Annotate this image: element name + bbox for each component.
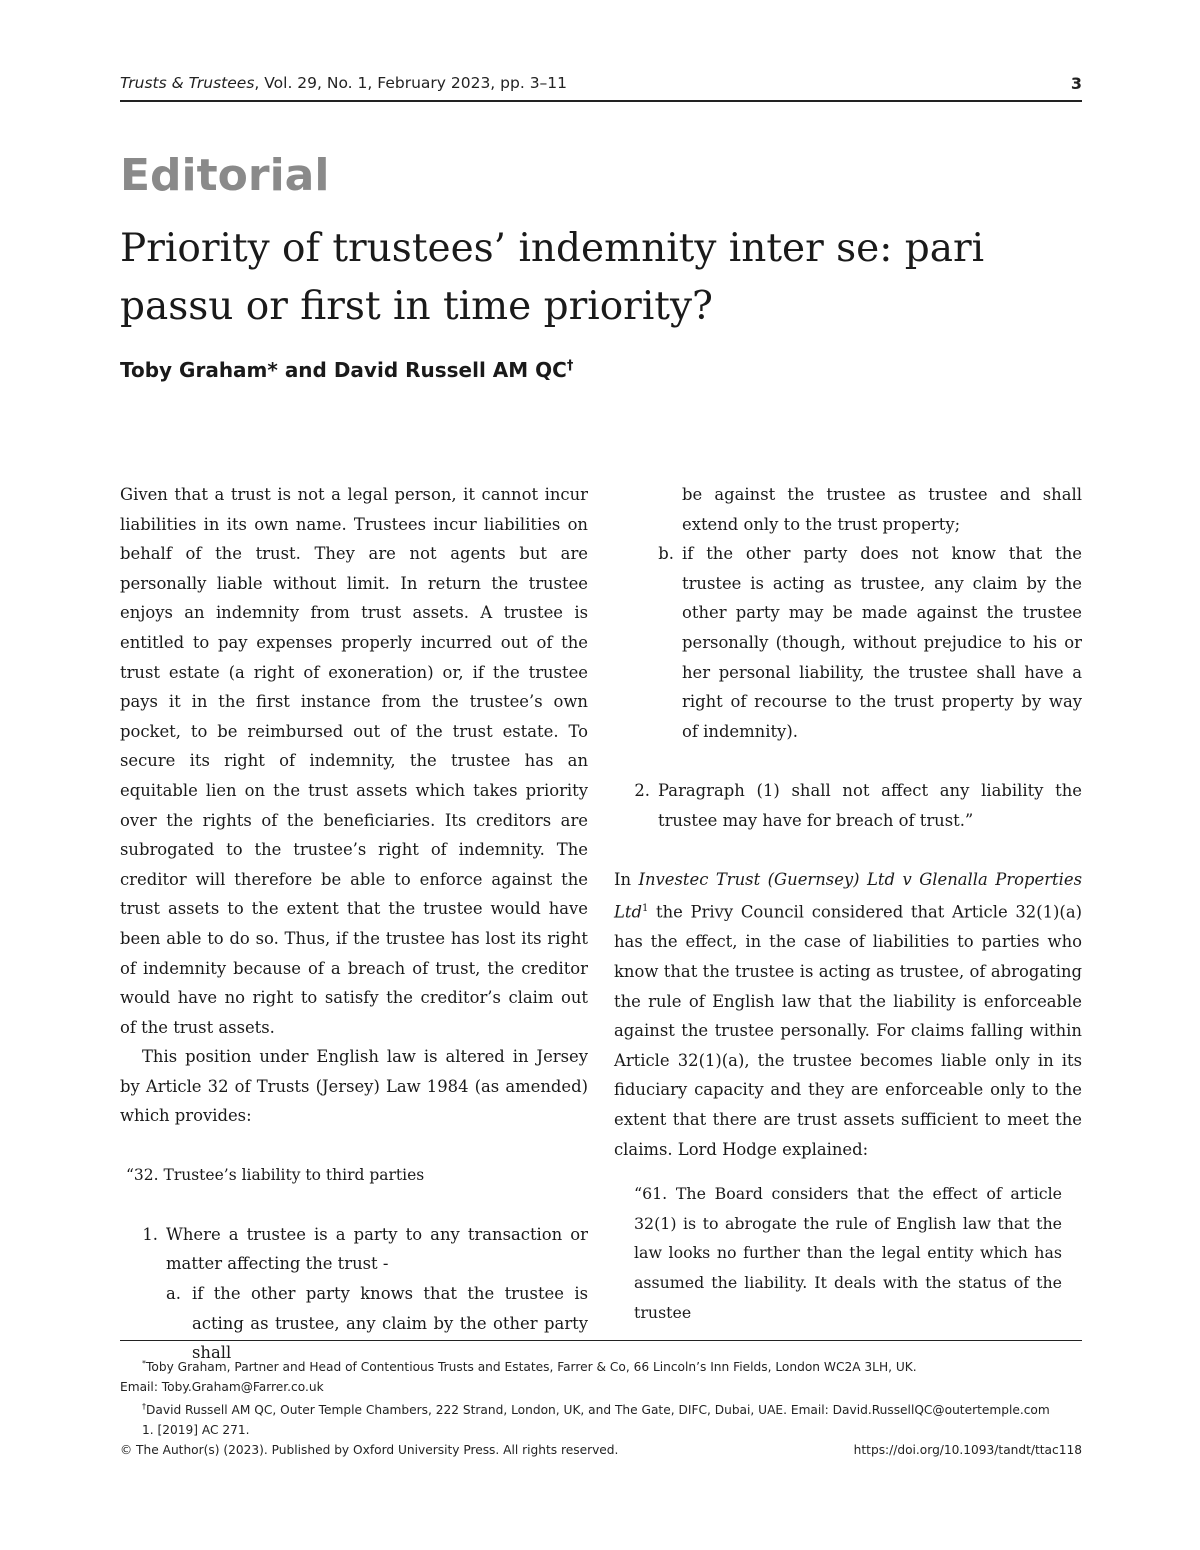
- footnote-author-2: [120, 1397, 1082, 1421]
- case-name: Investec Trust (Guernsey) Ltd v Glenalla Properties Ltd: [614, 869, 1082, 922]
- statute-item-2-number: 2.: [634, 780, 650, 800]
- footnote-star-mark: *: [142, 1359, 146, 1368]
- footnote-star-text: Toby Graham, Partner and Head of Contentious Trusts and Estates, Farrer & Co, 66 Lincoln’s Inn Fields, London WC2A 3LH, UK.: [146, 1360, 917, 1375]
- block-quote: “61. The Board considers that the effect of article 32(1) is to abrogate the rule of English law that the law looks no further than the legal entity which has assumed the liability. It deals with the status of the trustee: [634, 1184, 1062, 1322]
- section-label: Editorial: [120, 150, 330, 201]
- statute-item-2-text: Paragraph (1) shall not affect any liability the trustee may have for breach of trust.”: [658, 780, 1082, 830]
- footnotes: [120, 1354, 1082, 1441]
- paragraph-rest: the Privy Council considered that Article 32(1)(a) has the effect, in the case of liabilities to parties who know that the trustee is acting as trustee, of abrogating the rule of English law that the liability is enforceable against the trustee personally. For claims falling within Article 32(1)(a), the trustee becomes liable only in its fiduciary capacity and they are enforceable only to the extent that there are trust assets sufficient to meet the claims. Lord Hodge explained:: [614, 902, 1082, 1159]
- footnote-author-1-email: Email: Toby.Graham@Farrer.co.uk: [120, 1379, 324, 1394]
- footnote-dagger-text: David Russell AM QC, Outer Temple Chambers, 222 Strand, London, UK, and The Gate, DIFC, Dubai, UAE. Email: David.RussellQC@outertemple.com: [146, 1403, 1050, 1418]
- header-rule: [120, 100, 1082, 102]
- statute-item-1a-continued: be against the trustee as trustee and shall extend only to the trust property;: [682, 485, 1082, 534]
- right-column: [614, 480, 1082, 1327]
- footnote-rule: [120, 1340, 1082, 1341]
- body-paragraph-2: This position under English law is altered in Jersey by Article 32 of Trusts (Jersey) Law 1984 (as amended) which provides:: [120, 1047, 588, 1126]
- statute-item-1a-number: a.: [166, 1284, 181, 1304]
- paragraph-lead: In: [614, 869, 639, 889]
- footnote-dagger-mark: †: [142, 1402, 146, 1412]
- statute-item-1b-number: b.: [658, 544, 674, 564]
- statute-item-1b: [614, 539, 1082, 746]
- article-title: Priority of trustees’ indemnity inter se: pari passu or first in time priority?: [120, 226, 985, 329]
- footnote-author-1: [120, 1354, 1082, 1378]
- body-paragraph-1: Given that a trust is not a legal person, it cannot incur liabilities in its own name. Trustees incur liabilities on behalf of the trust. They are not agents but are personally liable without limit. In return the trustee enjoys an indemnity from trust assets. A trustee is entitled to pay expenses properly incurred out of the trust estate (a right of exoneration) or, if the trustee pays it in the first instance from the trustee’s own pocket, to be reimbursed out of the trust estate. To secure its right of indemnity, the trustee has an equitable lien on the trust assets which takes priority over the rights of the beneficiaries. Its creditors are subrogated to the trustee’s right of indemnity. The creditor will therefore be able to enforce against the trust assets to the extent that the trustee would have been able to do so. Thus, if the trustee has lost its right of indemnity because of a breach of trust, the creditor would have no right to satisfy the creditor’s claim out of the trust assets.: [120, 485, 588, 1037]
- statute-item-2: [614, 776, 1082, 835]
- author-line: [120, 358, 573, 382]
- author-names: Toby Graham* and David Russell AM QC: [120, 358, 567, 382]
- statute-item-1-number: 1.: [142, 1224, 158, 1244]
- footnote-ref-1: 1: [641, 903, 649, 915]
- dagger-mark: †: [566, 358, 574, 374]
- statute-item-1a-text: if the other party knows that the trustee is acting as trustee, any claim by the other party shall: [192, 1284, 588, 1363]
- statute-item-1-text: Where a trustee is a party to any transaction or matter affecting the trust -: [166, 1224, 588, 1274]
- left-column: [120, 480, 588, 1368]
- journal-title: Trusts & Trustees: [120, 74, 255, 92]
- statute-item-1: [120, 1220, 588, 1368]
- statute-item-1b-text: if the other party does not know that the trustee is acting as trustee, any claim by the other party may be made against the trustee personally (though, without prejudice to his or her personal liability, the trustee shall have a right of recourse to the trust property by way of indemnity).: [682, 544, 1082, 741]
- footnote-1: 1. [2019] AC 271.: [142, 1422, 250, 1437]
- page-number: 3: [1070, 74, 1082, 93]
- running-header: [120, 74, 1082, 98]
- body-paragraph-3: [614, 865, 1082, 1164]
- statute-heading: “32. Trustee’s liability to third parties: [126, 1165, 425, 1184]
- journal-citation: , Vol. 29, No. 1, February 2023, pp. 3–11: [254, 74, 568, 92]
- copyright-notice: © The Author(s) (2023). Published by Oxford University Press. All rights reserved.: [120, 1443, 619, 1457]
- doi-link[interactable]: https://doi.org/10.1093/tandt/ttac118: [853, 1443, 1082, 1457]
